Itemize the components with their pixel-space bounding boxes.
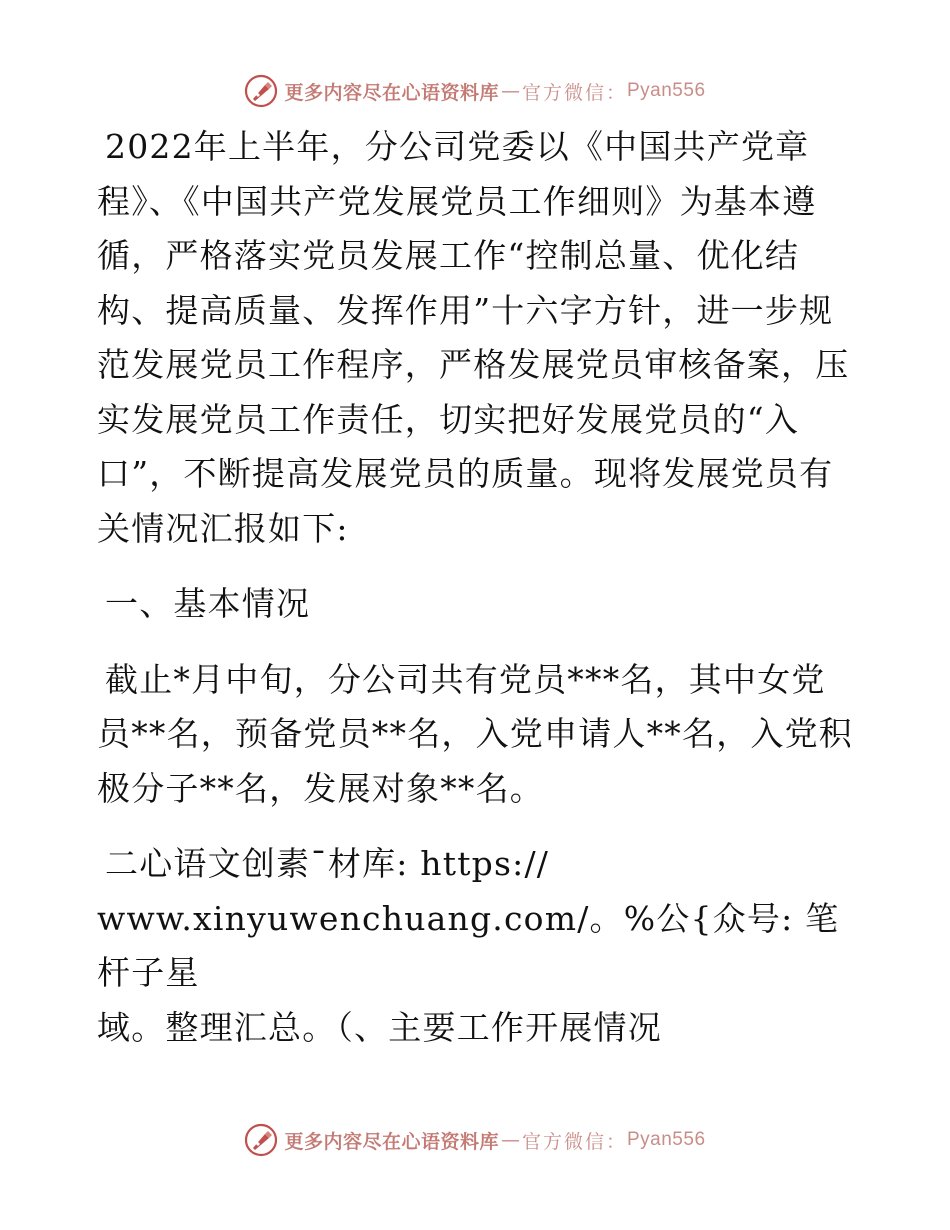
intro-line: 实发展党员工作责任，切实把好发展党员的“入 — [97, 399, 800, 439]
banner-wechat-id: Pyan556 — [627, 80, 706, 101]
section1-heading: 一、基本情况 — [105, 584, 311, 623]
footer-banner — [0, 1120, 950, 1160]
section2-paragraph — [97, 837, 857, 1055]
banner-wechat-label: 官方微信： — [521, 81, 627, 104]
section2-line: www.xinyuwenchuang.com/。%公{众号: 笔杆子星 — [97, 898, 840, 992]
header-banner — [0, 71, 950, 111]
banner-dash: — — [500, 80, 520, 102]
pen-nib-logo-icon — [244, 1123, 278, 1157]
intro-line: 构、提高质量、发挥作用”十六字方针，进一步规 — [97, 290, 834, 330]
intro-line: 关情况汇报如下: — [97, 508, 349, 548]
section2-line: 域。整理汇总。（、主要工作开展情况 — [97, 1007, 662, 1047]
section1-line: 员**名，预备党员**名，入党申请人**名，入党积 — [97, 714, 853, 753]
section1-line: 截止*月中旬，分公司共有党员***名，其中女党 — [105, 659, 826, 699]
pen-nib-logo-icon — [244, 74, 278, 108]
document-body — [97, 120, 857, 1055]
intro-line: 口”，不断提高发展党员的质量。现将发展党员有 — [97, 454, 834, 493]
banner-wechat-id: Pyan556 — [627, 1129, 706, 1150]
banner-site-text: 更多内容尽在心语资料库 — [284, 1130, 499, 1153]
section1-paragraph — [97, 653, 857, 817]
banner-site-text: 更多内容尽在心语资料库 — [284, 81, 499, 104]
banner-dash: — — [500, 1129, 520, 1151]
intro-line: 范发展党员工作程序，严格发展党员审核备案，压 — [97, 345, 850, 384]
intro-line: 循，严格落实党员发展工作“控制总量、优化结 — [97, 236, 800, 275]
section2-line: 二心语文创素¯材库: https:// — [105, 844, 550, 883]
intro-line: 2022年上半年，分公司党委以《中国共产党章 — [105, 127, 810, 166]
section1-line: 极分子**名，发展对象**名。 — [97, 768, 544, 808]
intro-paragraph — [97, 120, 857, 556]
intro-line: 程》、《中国共产党发展党员工作细则》为基本遵 — [97, 181, 817, 221]
banner-wechat-label: 官方微信： — [521, 1130, 627, 1153]
